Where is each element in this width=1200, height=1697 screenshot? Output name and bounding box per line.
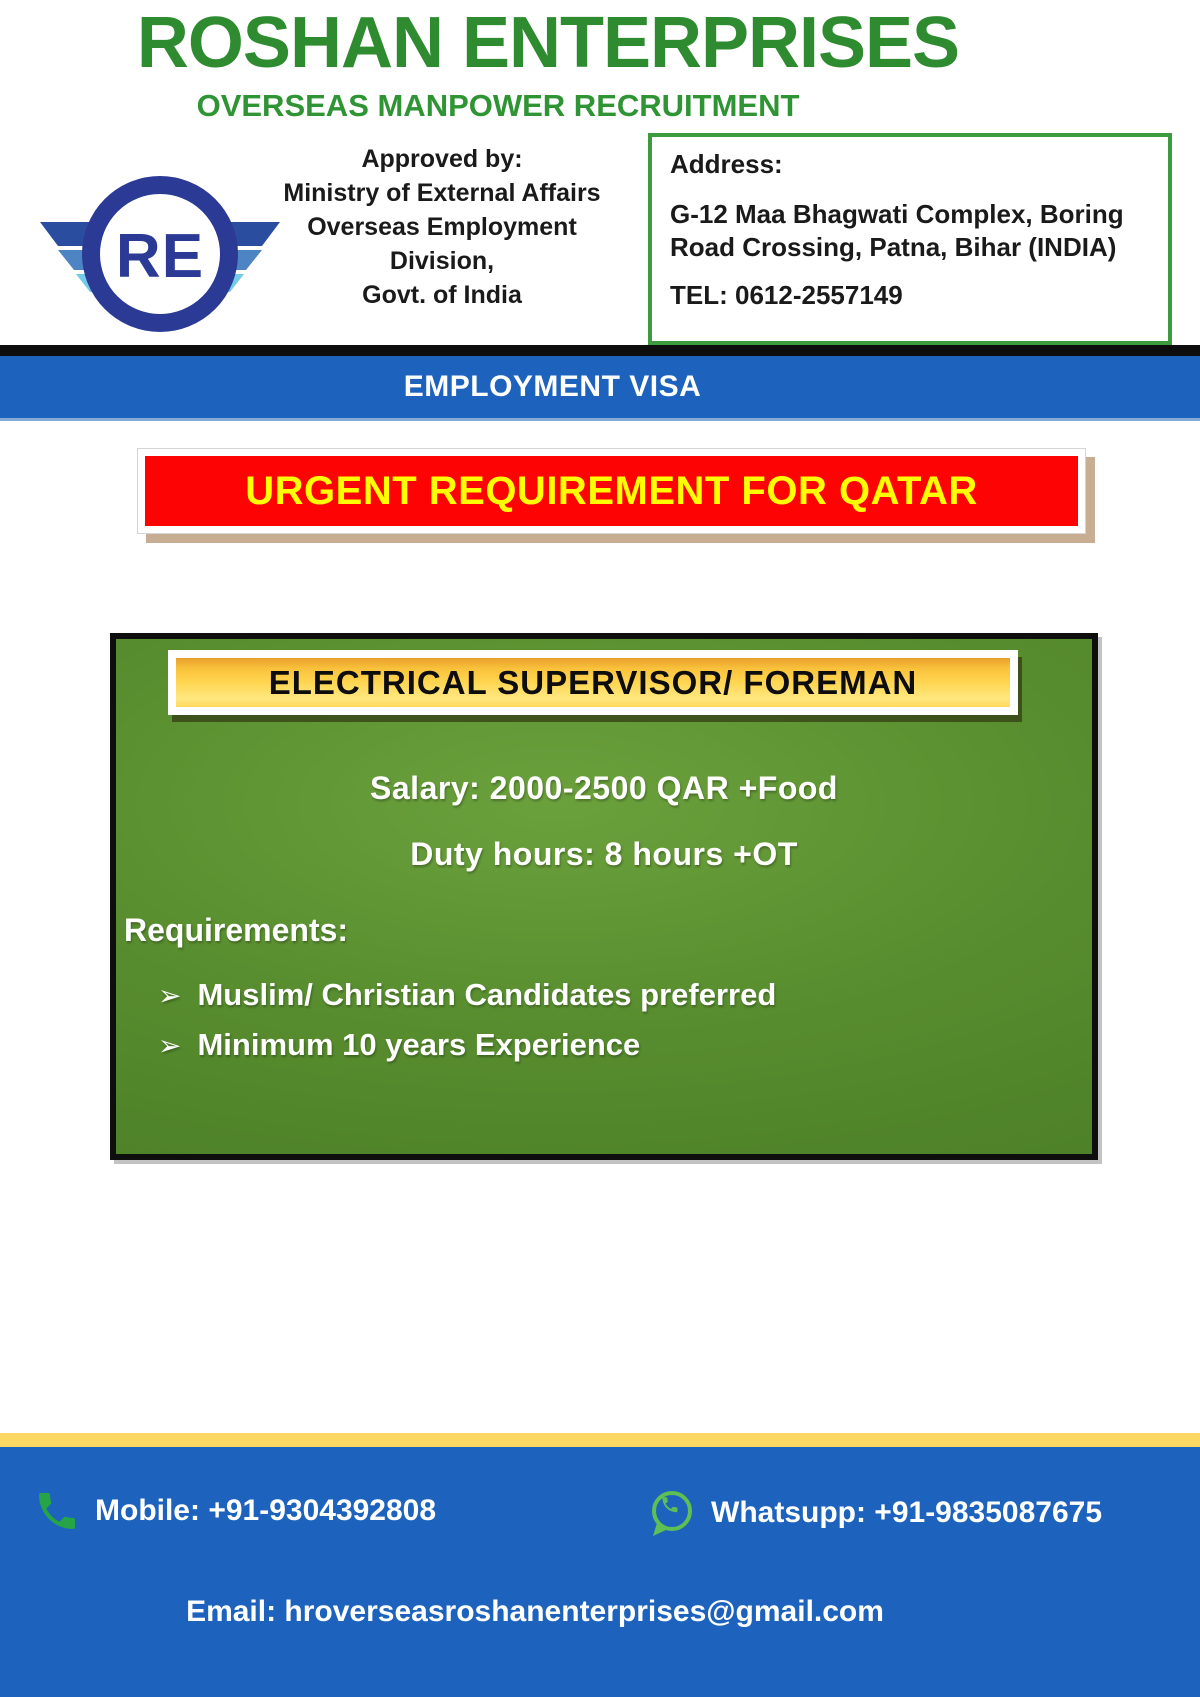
employment-visa-text: EMPLOYMENT VISA <box>403 370 702 403</box>
address-box <box>648 133 1172 345</box>
address-telephone: TEL: 0612-2557149 <box>670 280 903 310</box>
approved-line: Overseas Employment Division, <box>307 213 577 275</box>
requirement-item <box>158 977 776 1013</box>
urgent-requirement-banner <box>137 448 1086 534</box>
whatsapp-number: Whatsupp: +91-9835087675 <box>711 1496 1103 1529</box>
arrow-bullet-icon: ➢ <box>158 979 182 1011</box>
job-title-banner <box>168 650 1018 715</box>
logo-wings-icon <box>28 150 290 342</box>
approved-line: Govt. of India <box>362 281 522 309</box>
address-label: Address: <box>670 149 783 179</box>
job-details-card <box>110 633 1098 1160</box>
divider-black-bar <box>0 345 1200 356</box>
email-contact: Email: hroverseasroshanenterprises@gmail.com <box>186 1595 884 1628</box>
salary-line: Salary: 2000-2500 QAR +Food <box>370 770 838 806</box>
mobile-number: Mobile: +91-9304392808 <box>95 1494 437 1527</box>
mobile-contact <box>33 1487 436 1535</box>
employment-visa-bar <box>0 356 1200 421</box>
arrow-bullet-icon: ➢ <box>158 1029 182 1061</box>
address-text: G-12 Maa Bhagwati Complex, Boring Road Crossing, Patna, Bihar (INDIA) <box>670 199 1124 262</box>
requirement-text: Minimum 10 years Experience <box>197 1027 641 1062</box>
phone-icon <box>33 1487 81 1535</box>
requirements-label: Requirements: <box>124 912 349 948</box>
approved-line: Approved by: <box>361 145 523 173</box>
approved-line: Ministry of External Affairs <box>283 179 601 207</box>
approved-by-block <box>252 142 632 312</box>
whatsapp-contact <box>645 1487 1102 1539</box>
company-logo <box>28 150 290 342</box>
whatsapp-icon <box>645 1487 697 1539</box>
job-title-text: ELECTRICAL SUPERVISOR/ FOREMAN <box>176 658 1010 707</box>
logo-monogram: RE <box>115 222 205 291</box>
company-tagline: OVERSEAS MANPOWER RECRUITMENT <box>196 88 800 123</box>
requirement-item <box>158 1027 640 1063</box>
footer <box>0 1447 1200 1697</box>
urgent-requirement-text: URGENT REQUIREMENT FOR QATAR <box>145 456 1078 526</box>
footer-accent-strip <box>0 1433 1200 1447</box>
duty-hours-line: Duty hours: 8 hours +OT <box>410 836 798 872</box>
company-name: ROSHAN ENTERPRISES <box>136 3 960 83</box>
requirement-text: Muslim/ Christian Candidates preferred <box>197 977 777 1012</box>
